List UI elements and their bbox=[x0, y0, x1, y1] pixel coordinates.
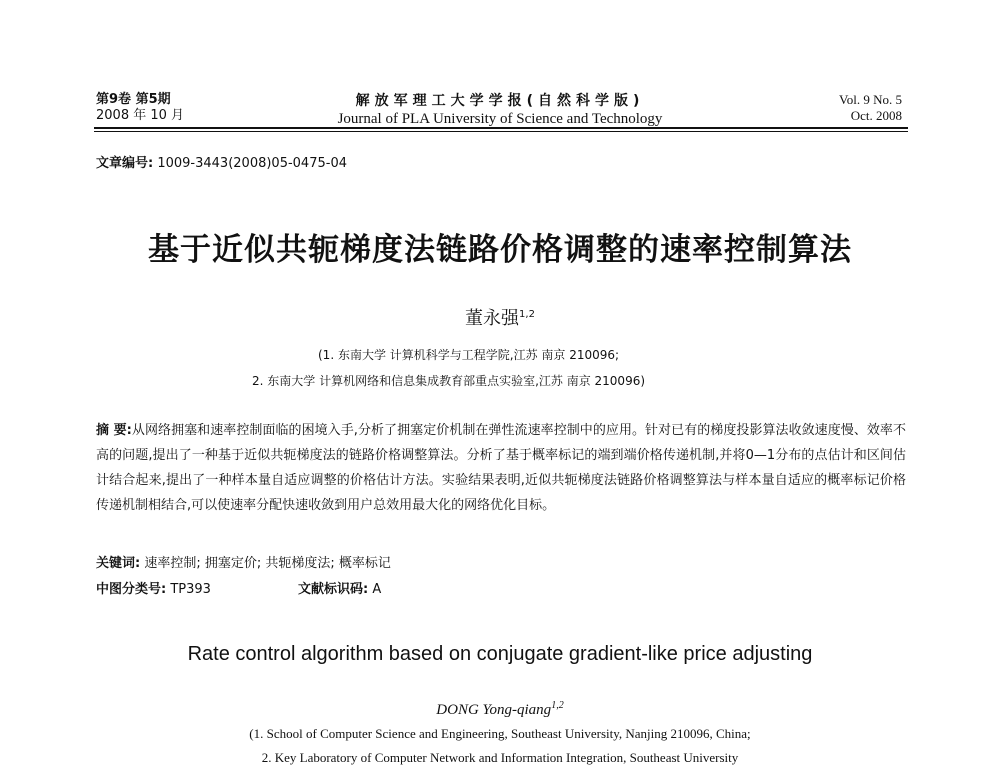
author-affiliation-mark-cn: 1,2 bbox=[519, 309, 535, 320]
author-en bbox=[0, 700, 1000, 719]
document-code-label: 文献标识码: bbox=[298, 582, 369, 597]
abstract bbox=[96, 418, 906, 518]
affiliation-cn-2: 2. 东南大学 计算机网络和信息集成教育部重点实验室,江苏 南京 210096) bbox=[252, 374, 646, 388]
issue-number: 第9卷 第5期 bbox=[96, 92, 171, 107]
classification-label: 中图分类号: bbox=[96, 582, 167, 597]
document-code bbox=[298, 578, 381, 597]
volume-date: Oct. 2008 bbox=[850, 108, 902, 123]
header-rule-thick bbox=[94, 127, 908, 129]
abstract-text: 从网络拥塞和速率控制面临的困境入手,分析了拥塞定价机制在弹性流速率控制中的应用。针对已有的梯度投影算法收敛速度慢、效率不高的问题,提出了一种基于近似共轭梯度法的链路价格调整算法。分析了基于概率标记的端到端价格传递机制,并将0—1分布的点估计和区间估计结合起来,提出了一种样本量自适应调整的价格估计方法。实验结果表明,近似共轭梯度法链路价格调整算法与样本量自适应的概率标记价格传递机制相结合,可以使速率分配快速收敛到用户总效用最大化的网络优化目标。 bbox=[96, 423, 906, 513]
affiliation-cn-1: (1. 东南大学 计算机科学与工程学院,江苏 南京 210096; bbox=[318, 348, 620, 362]
journal-name-en: Journal of PLA University of Science and Technology bbox=[337, 111, 663, 127]
header-rule-thin bbox=[94, 131, 908, 132]
author-affiliation-mark-en: 1,2 bbox=[551, 700, 564, 711]
author-name-en: DONG Yong-qiang bbox=[436, 702, 552, 718]
keywords-value: 速率控制; 拥塞定价; 共轭梯度法; 概率标记 bbox=[144, 556, 391, 571]
article-number bbox=[96, 152, 347, 171]
author-name-cn: 董永强 bbox=[465, 308, 520, 329]
keywords bbox=[96, 552, 391, 571]
paper-title-cn: 基于近似共轭梯度法链路价格调整的速率控制算法 bbox=[148, 232, 852, 268]
affiliation-en-2: 2. Key Laboratory of Computer Network and Information Integration, Southeast University bbox=[261, 750, 739, 765]
journal-name-cn: 解放军理工大学学报(自然科学版) bbox=[355, 93, 645, 109]
article-number-value: 1009-3443(2008)05-0475-04 bbox=[157, 156, 347, 171]
affiliation-en-1: (1. School of Computer Science and Engineering, Southeast University, Nanjing 210096, China; bbox=[249, 726, 751, 741]
abstract-label: 摘 要: bbox=[96, 423, 132, 438]
keywords-label: 关键词: bbox=[96, 556, 141, 571]
author-cn bbox=[0, 304, 1000, 330]
paper-title-en: Rate control algorithm based on conjugate gradient-like price adjusting bbox=[187, 643, 813, 665]
volume-info bbox=[839, 92, 902, 124]
document-code-value: A bbox=[372, 582, 382, 597]
issue-date: 2008 年 10 月 bbox=[96, 108, 185, 123]
volume-number: Vol. 9 No. 5 bbox=[839, 92, 902, 107]
classification-number bbox=[96, 578, 211, 597]
classification-value: TP393 bbox=[170, 582, 211, 597]
article-number-label: 文章编号: bbox=[96, 156, 154, 171]
